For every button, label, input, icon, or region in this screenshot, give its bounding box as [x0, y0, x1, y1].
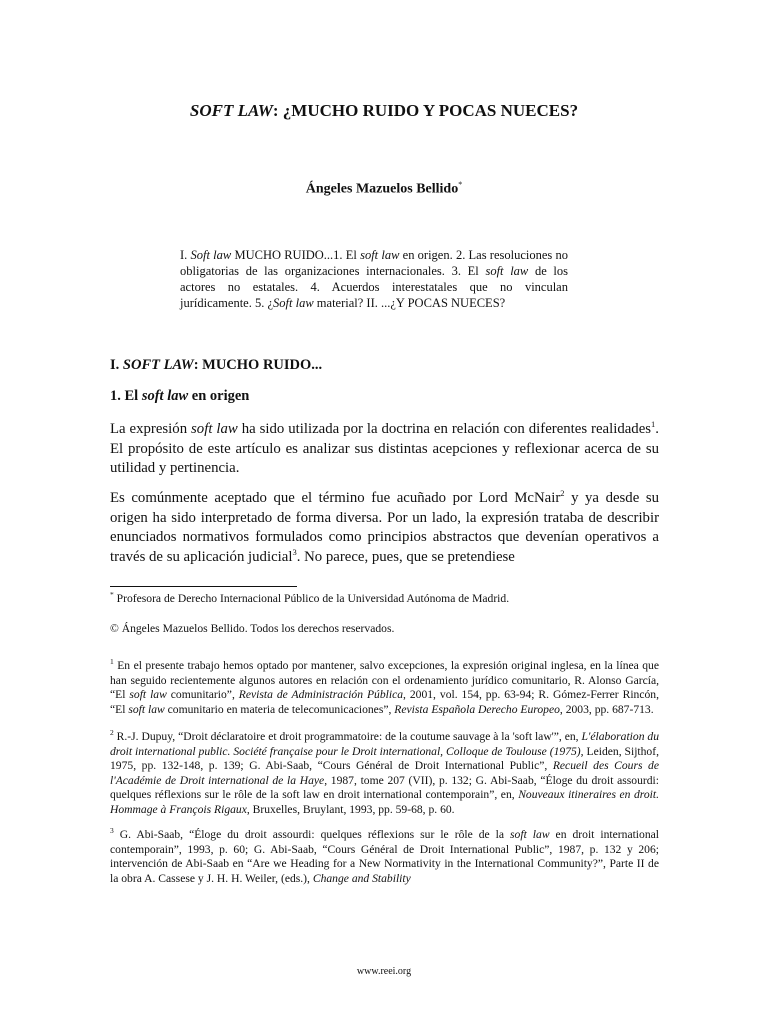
subsection-heading-1: 1. El soft law en origen	[110, 388, 250, 404]
author-footnote-mark[interactable]: *	[458, 180, 463, 189]
footnote-ref-2[interactable]: 2	[560, 488, 565, 499]
author-name: Ángeles Mazuelos Bellido*	[305, 180, 463, 197]
footnote-1: $^1$ En el presente trabajo hemos optado por mantener, salvo excepciones, la expresión original inglesa, en la línea que han seguido recientemente algunos autores en relación con el ordenamiento jurídico comunitario, R. Alonso García, “El soft law comunitario”, Revista de Administración Pública, 2001, vol. 154, pp. 63-94; R. Gómez-Ferrer Rincón, “El soft law comunitario en materia de telecomunicaciones”, Revista Española Derecho Europeo, 2003, pp. 687-713.	[110, 657, 659, 716]
body-paragraph-2: Es comúnmente aceptado que el término fue acuñado por Lord McNair$^2$ y ya desde su origen ha sido interpretado de forma diversa. Por un lado, la expresión trataba de describir enunciados normativos formulados como principios abstractos que devenían operativos a través de su aplicación judicial$^3$. No parece, pues, que se pretendiese	[110, 488, 659, 565]
section-heading-1: I. SOFT LAW: MUCHO RUIDO...	[110, 357, 323, 373]
footnote-divider	[110, 586, 297, 587]
footer-url[interactable]: www.reei.org	[356, 966, 412, 977]
footnote-ref-1[interactable]: 1	[651, 419, 656, 430]
footnote-2: $^2$ R.-J. Dupuy, “Droit déclaratoire et droit programmatoire: de la coutume sauvage à la 'soft law'”, en, L'élaboration du droit international public. Société française pour le Droit international, Colloque de Toulouse (1975), Leiden, Sijthof, 1975, pp. 132-148, p. 139; G. Abi-Saab, “Cours Général de Droit International Public”, Recueil des Cours de l'Académie de Droit international de la Haye, 1987, tome 207 (VII), p. 132; G. Abi-Saab, “Éloge du droit assourdi: quelques réflexions sur le rôle de la soft law en droit international contemporain”, en, Nouveaux itineraires en droit. Hommage à François Rigaux, Bruxelles, Bruylant, 1993, pp. 59-68, p. 60.	[110, 728, 660, 816]
abstract-summary: I. Soft law MUCHO RUIDO...1. El soft law en origen. 2. Las resoluciones no obligatorias de las organizaciones internacionales. 3. El soft law de los actores no estatales. 4. Acuerdos interestatales que no vinculan jurídicamente. 5. ¿Soft law material? II. ...¿Y POCAS NUECES?	[180, 248, 569, 310]
footnote-3: $^3$ G. Abi-Saab, “Éloge du droit assourdi: quelques réflexions sur le rôle de la soft law en droit international contemporain”, 1993, p. 60; G. Abi-Saab, “Cours Général de Droit International Public”, 1987, p. 132 y 206; intervención de Abi-Saab en “Are we Heading for a New Normativity in the International Community?”, Parte II de la obra A. Cassese y J. H. H. Weiler, (eds.), Change and Stability	[110, 826, 659, 885]
body-paragraph-1: La expresión soft law ha sido utilizada por la doctrina en relación con diferentes realidades$^1$. El propósito de este artículo es analizar sus distintas acepciones y reflexionar acerca de su utilidad y pertinencia.	[110, 419, 659, 476]
footnote-author-affiliation: * Profesora de Derecho Internacional Público de la Universidad Autónoma de Madrid.	[110, 590, 510, 605]
article-title: SOFT LAW: ¿MUCHO RUIDO Y POCAS NUECES?	[189, 101, 579, 120]
footnote-ref-3[interactable]: 3	[292, 546, 297, 557]
copyright-notice: © Ángeles Mazuelos Bellido. Todos los derechos reservados.	[110, 622, 395, 635]
